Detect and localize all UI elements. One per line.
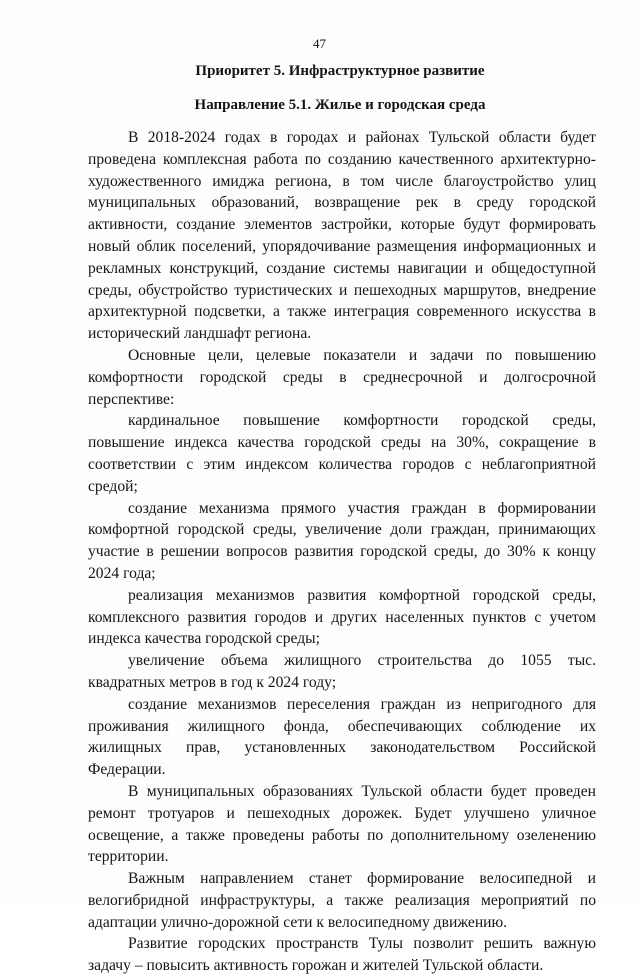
paragraph-goal-mechanisms: реализация механизмов развития комфортной городской среды, комплексного развития городов и других населенных пунктов с учетом индекса качества городской среды;	[88, 586, 596, 648]
paragraph-goal-resettlement: создание механизмов переселения граждан из непригодного для проживания жилищного фонда, обеспечивающих соблюдение их жилищных прав, установленных законодательством Российской Федерации.	[88, 695, 596, 779]
paragraph-sidewalks: В муниципальных образованиях Тульской области будет проведен ремонт тротуаров и пешеходных дорожек. Будет улучшено уличное освещение, а также проведены работы по дополнительному озеленению территории.	[88, 782, 596, 866]
body-text	[88, 127, 596, 977]
paragraph-goal-comfort: кардинальное повышение комфортности городской среды, повышение индекса качества городской среды на 30%, сокращение в соответствии с этим индексом количества городов с неблагоприятной средой;	[88, 412, 596, 495]
paragraph-goal-participation: создание механизма прямого участия граждан в формировании комфортной городской среды, увеличение доли граждан, принимающих участие в решении вопросов развития городской среды, до 30% к концу 2024 года;	[88, 499, 596, 582]
paragraph-bicycle: Важным направлением станет формирование велосипедной и велогибридной инфраструктуры, а также реализация мероприятий по адаптации улично-дорожной сети к велосипедному движению.	[88, 870, 596, 931]
paragraph-tula-spaces: Развитие городских пространств Тулы позволит решить важную задачу – повысить активность горожан и жителей Тульской области.	[88, 935, 596, 975]
paragraph-goal-construction: увеличение объема жилищного строительства до 1055 тыс. квадратных метров в год к 2024 году;	[88, 652, 596, 691]
page-number: 47	[313, 36, 326, 51]
paragraph-goals-lead: Основные цели, целевые показатели и задачи по повышению комфортности городской среды в среднесрочной и долгосрочной перспективе:	[88, 346, 596, 408]
priority-heading: Приоритет 5. Инфраструктурное развитие	[195, 63, 485, 79]
paragraph-intro: В 2018-2024 годах в городах и районах Тульской области будет проведена комплексная работа по созданию качественного архитектурно-художественного имиджа региона, в том числе благоустройство улиц муниципальных образований, возвращение рек в среду городской активности, создание элементов застройки, которые будут формировать новый облик поселений, упорядочивание размещения информационных и рекламных конструкций, создание системы навигации и общедоступной среды, обустройство туристических и пешеходных маршрутов, внедрение архитектурной подсветки, а также интеграция современного искусства в исторический ландшафт региона.	[88, 129, 596, 343]
direction-heading: Направление 5.1. Жилье и городская среда	[194, 97, 486, 113]
